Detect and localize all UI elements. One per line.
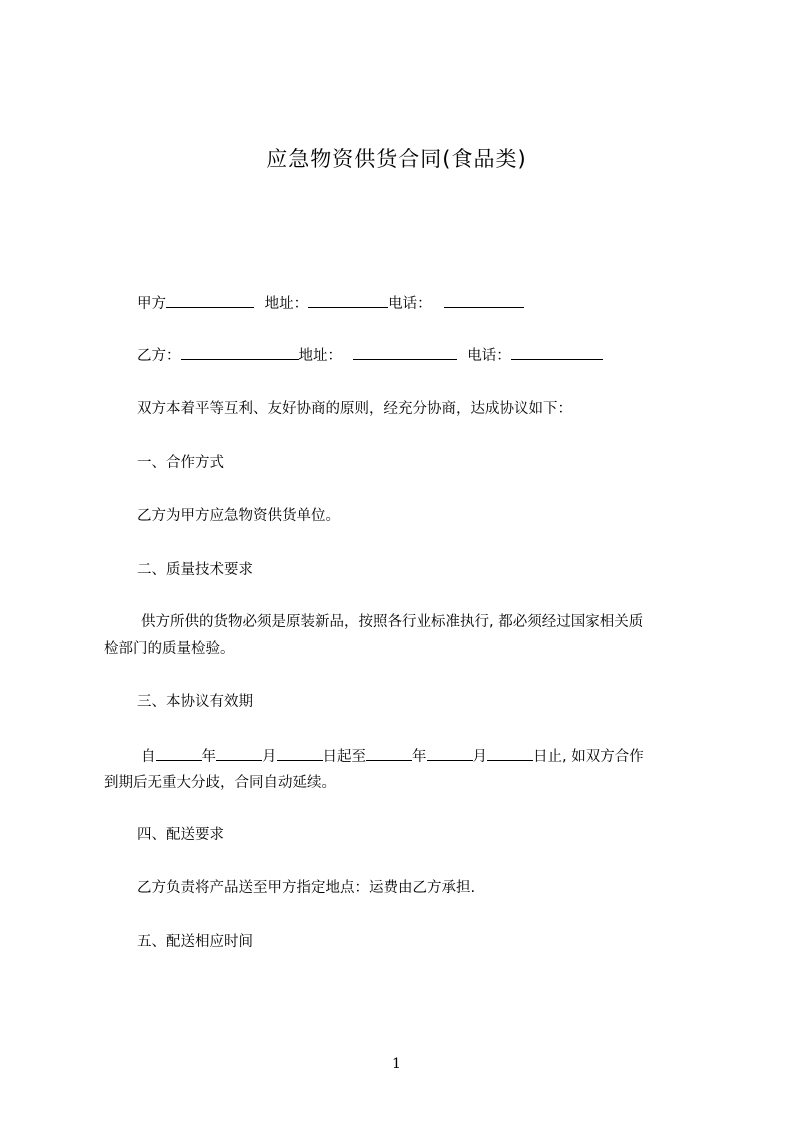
section-2-text-line1: 供方所供的货物必须是原装新品，按照各行业标准执行, 都必须经过国家相关质 xyxy=(141,614,644,630)
start-year-blank xyxy=(156,745,202,761)
start-day-blank xyxy=(277,745,323,761)
start-day-label: 日起至 xyxy=(322,749,366,765)
end-day-label: 日止, 如双方合作 xyxy=(533,749,644,765)
party-a-phone-blank xyxy=(444,292,524,308)
party-b-address-blank xyxy=(353,344,457,360)
party-b-line xyxy=(137,344,603,366)
party-b-label: 乙方： xyxy=(137,348,181,364)
party-b-address-label: 地址： xyxy=(298,348,342,364)
start-month-label: 月 xyxy=(262,749,277,765)
party-a-name-blank xyxy=(166,292,254,308)
start-month-blank xyxy=(216,745,262,761)
end-year-label: 年 xyxy=(412,749,427,765)
party-a-address-blank xyxy=(308,292,388,308)
document-title: 应急物资供货合同(食品类) xyxy=(266,147,527,171)
section-4-text: 乙方负责将产品送至甲方指定地点：运费由乙方承担. xyxy=(137,880,476,896)
page-number: 1 xyxy=(392,1056,401,1072)
party-a-label: 甲方 xyxy=(137,296,166,312)
section-3-text-line2: 到期后无重大分歧，合同自动延续。 xyxy=(104,775,336,791)
party-b-phone-label: 电话： xyxy=(467,348,511,364)
party-a-phone-label: 电话： xyxy=(388,296,432,312)
section-1-heading: 一、合作方式 xyxy=(137,455,224,471)
start-year-label: 年 xyxy=(201,749,216,765)
end-month-blank xyxy=(427,745,473,761)
party-b-phone-blank xyxy=(511,344,603,360)
section-2-text-line2: 检部门的质量检验。 xyxy=(104,641,235,657)
party-b-name-blank xyxy=(181,344,299,360)
date-from-label: 自 xyxy=(141,749,156,765)
intro-text: 双方本着平等互利、友好协商的原则，经充分协商，达成协议如下： xyxy=(137,401,572,417)
section-4-heading: 四、配送要求 xyxy=(137,827,224,843)
section-2-heading: 二、质量技术要求 xyxy=(137,562,253,578)
section-1-text: 乙方为甲方应急物资供货单位。 xyxy=(137,508,340,524)
section-3-date-line xyxy=(141,745,644,767)
section-3-heading: 三、本协议有效期 xyxy=(137,694,253,710)
end-month-label: 月 xyxy=(472,749,487,765)
party-a-line xyxy=(137,292,524,314)
end-day-blank xyxy=(487,745,533,761)
end-year-blank xyxy=(366,745,412,761)
section-5-heading: 五、配送相应时间 xyxy=(137,934,253,950)
party-a-address-label: 地址： xyxy=(264,296,309,312)
